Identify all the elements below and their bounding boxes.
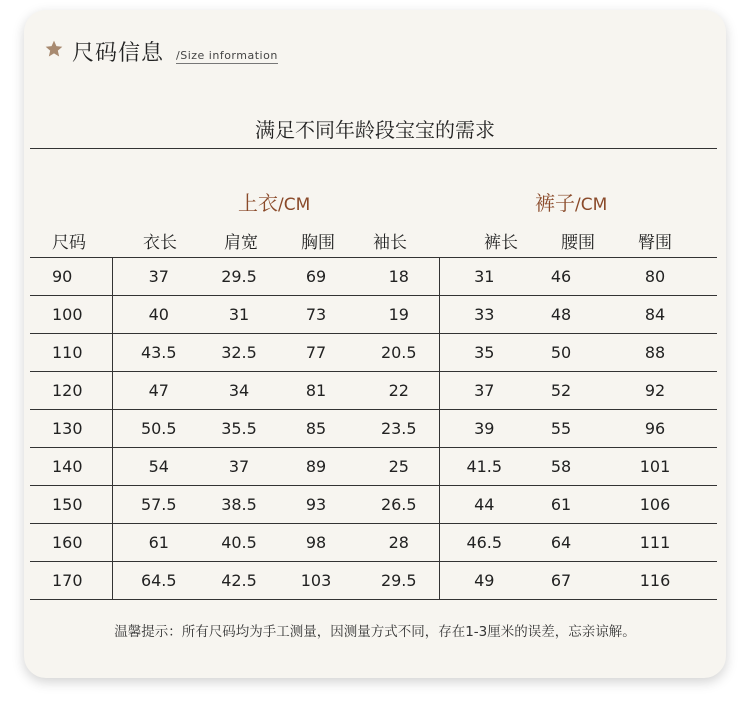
measurement-cell: 48	[529, 296, 593, 334]
size-cell: 100	[30, 296, 112, 334]
measurement-cell: 50	[529, 334, 593, 372]
measurement-cell: 69	[273, 258, 359, 296]
divider	[30, 148, 717, 149]
column-header-sleeve: 袖长	[373, 233, 407, 253]
group-title-pants	[535, 187, 607, 216]
measurement-cell: 55	[529, 410, 593, 448]
size-cell: 90	[30, 258, 112, 296]
measurement-cell: 18	[359, 258, 439, 296]
table-row	[30, 334, 717, 372]
group-pants-unit: /CM	[575, 195, 608, 215]
measurement-cell: 38.5	[205, 486, 273, 524]
measurement-cell: 37	[439, 372, 529, 410]
measurement-cell: 101	[593, 448, 717, 486]
measurement-cell: 67	[529, 562, 593, 600]
measurement-cell: 29.5	[205, 258, 273, 296]
size-cell: 140	[30, 448, 112, 486]
measurement-cell: 52	[529, 372, 593, 410]
table-row	[30, 410, 717, 448]
measurement-cell: 28	[359, 524, 439, 562]
measurement-cell: 46	[529, 258, 593, 296]
table-row	[30, 296, 717, 334]
measurement-cell: 43.5	[112, 334, 205, 372]
measurement-note: 温馨提示：所有尺码均为手工测量，因测量方式不同，存在1-3厘米的误差，忘亲谅解。	[114, 624, 636, 640]
intro-text: 满足不同年龄段宝宝的需求	[255, 118, 495, 142]
measurement-cell: 81	[273, 372, 359, 410]
size-info-card	[24, 10, 726, 678]
column-header-chest: 胸围	[301, 233, 335, 253]
measurement-cell: 37	[205, 448, 273, 486]
measurement-cell: 92	[593, 372, 717, 410]
column-header-waist: 腰围	[561, 233, 595, 253]
group-pants-label: 裤子	[535, 191, 575, 215]
group-title-top	[238, 187, 310, 216]
measurement-cell: 64.5	[112, 562, 205, 600]
measurement-cell: 33	[439, 296, 529, 334]
measurement-cell: 80	[593, 258, 717, 296]
measurement-cell: 29.5	[359, 562, 439, 600]
size-cell: 150	[30, 486, 112, 524]
measurement-cell: 26.5	[359, 486, 439, 524]
measurement-cell: 93	[273, 486, 359, 524]
measurement-cell: 61	[112, 524, 205, 562]
measurement-cell: 84	[593, 296, 717, 334]
star-icon	[44, 39, 64, 59]
table-row	[30, 372, 717, 410]
group-top-label: 上衣	[238, 191, 278, 215]
section-subtitle: /Size information	[176, 49, 278, 62]
measurement-cell: 77	[273, 334, 359, 372]
measurement-cell: 20.5	[359, 334, 439, 372]
measurement-cell: 89	[273, 448, 359, 486]
measurement-cell: 61	[529, 486, 593, 524]
measurement-cell: 96	[593, 410, 717, 448]
measurement-cell: 32.5	[205, 334, 273, 372]
table-row	[30, 258, 717, 296]
measurement-cell: 116	[593, 562, 717, 600]
measurement-cell: 50.5	[112, 410, 205, 448]
size-cell: 170	[30, 562, 112, 600]
group-top-unit: /CM	[278, 195, 311, 215]
measurement-cell: 85	[273, 410, 359, 448]
measurement-cell: 57.5	[112, 486, 205, 524]
table-row	[30, 562, 717, 600]
size-cell: 120	[30, 372, 112, 410]
size-cell: 110	[30, 334, 112, 372]
table-row	[30, 486, 717, 524]
measurement-cell: 39	[439, 410, 529, 448]
measurement-cell: 58	[529, 448, 593, 486]
measurement-cell: 37	[112, 258, 205, 296]
measurement-cell: 23.5	[359, 410, 439, 448]
measurement-cell: 54	[112, 448, 205, 486]
column-header-hip: 臀围	[638, 233, 672, 253]
measurement-cell: 22	[359, 372, 439, 410]
table-row	[30, 448, 717, 486]
section-header	[44, 36, 278, 67]
measurement-cell: 98	[273, 524, 359, 562]
measurement-cell: 40.5	[205, 524, 273, 562]
measurement-cell: 88	[593, 334, 717, 372]
measurement-cell: 44	[439, 486, 529, 524]
measurement-cell: 103	[273, 562, 359, 600]
measurement-cell: 49	[439, 562, 529, 600]
measurement-cell: 111	[593, 524, 717, 562]
column-header-size: 尺码	[52, 233, 86, 253]
measurement-cell: 19	[359, 296, 439, 334]
table-row	[30, 524, 717, 562]
measurement-cell: 64	[529, 524, 593, 562]
measurement-cell: 106	[593, 486, 717, 524]
size-table	[30, 257, 717, 600]
measurement-cell: 31	[439, 258, 529, 296]
measurement-cell: 73	[273, 296, 359, 334]
measurement-cell: 34	[205, 372, 273, 410]
measurement-cell: 42.5	[205, 562, 273, 600]
measurement-cell: 41.5	[439, 448, 529, 486]
measurement-cell: 25	[359, 448, 439, 486]
column-header-shoulder: 肩宽	[224, 233, 258, 253]
size-cell: 130	[30, 410, 112, 448]
measurement-cell: 35	[439, 334, 529, 372]
measurement-cell: 31	[205, 296, 273, 334]
measurement-cell: 46.5	[439, 524, 529, 562]
size-cell: 160	[30, 524, 112, 562]
section-title: 尺码信息	[72, 41, 165, 66]
measurement-cell: 47	[112, 372, 205, 410]
measurement-cell: 35.5	[205, 410, 273, 448]
measurement-cell: 40	[112, 296, 205, 334]
column-header-pants-length: 裤长	[484, 233, 518, 253]
column-header-top-length: 衣长	[143, 233, 177, 253]
